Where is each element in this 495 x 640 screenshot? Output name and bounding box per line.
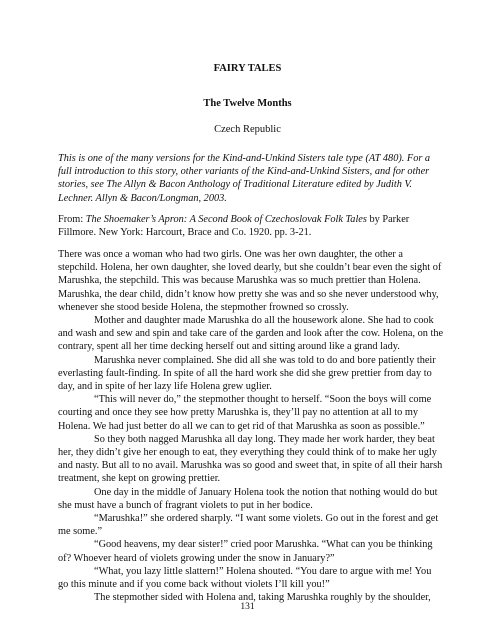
story-title: The Twelve Months	[203, 98, 292, 109]
story-paragraph: “Good heavens, my dear sister!” cried poor Marushka. “What can you be thinking of? Whoever heard of violets growing under the snow in January?”	[58, 539, 433, 564]
story-paragraph: “What, you lazy little slattern!” Holena shouted. “You dare to argue with me! You go this minute and if you come back without violets I’ll kill you!”	[58, 565, 432, 591]
story-paragraph: Mother and daughter made Marushka do all the housework alone. She had to cook and wash and sew and spin and take care of the garden and look after the cow. Holena, on the contrary, spent all her time decking herself out and sitting around like a grand lady.	[58, 315, 444, 353]
intro-paragraph	[58, 152, 444, 205]
source-details: by Parker Fillmore. New York: Harcourt, Brace and Co. 1920. pp. 3-21.	[58, 214, 410, 239]
story-paragraph: One day in the middle of January Holena took the notion that nothing would do but she must have a bunch of fragrant violets to put in her bodice.	[58, 486, 438, 511]
story-paragraph: So they both nagged Marushka all day long. They made her work harder, they beat her, they didn’t give her enough to eat, they everything they could think of to make her ugly and nasty. But all to no avail. Marushka was so good and sweet that, in spite of all their harsh treatment, she kept on growing prettier.	[58, 433, 443, 485]
story-paragraph: “Marushka!” she ordered sharply. “I want some violets. Go out in the forest and get me some.”	[58, 513, 439, 538]
story-paragraph: There was once a woman who had two girls. One was her own daughter, the other a stepchild. Holena, her own daughter, she loved dearly, but she couldn’t bear even the sight of Marushka, the stepchild. This was because Marushka was so much prettier than Holena. Marushka, the dear child, didn’t know how pretty she was and so she never understood why, whenever she stood beside Holena, the stepmother frowned so crossly.	[58, 249, 442, 313]
intro-text: This is one of the many versions for the Kind-and-Unkind Sisters tale type (AT 480). For a full introduction to this story, other variants of the Kind-and-Unkind Sisters, and for other stories, see The Allyn & Bacon Anthology of Traditional Literature edited by Judith V. Lechner. Allyn & Bacon/Longman, 2003.	[58, 153, 431, 204]
story-origin: Czech Republic	[214, 124, 281, 135]
story-body	[58, 248, 444, 604]
story-paragraph: Marushka never complained. She did all she was told to do and bore patiently their everlasting fault-finding. In spite of all the hard work she did she grew prettier from day to day, and in spite of her lazy life Holena grew uglier.	[58, 354, 436, 393]
story-paragraph: The stepmother sided with Holena and, taking Marushka roughly by the shoulder,	[94, 592, 431, 604]
source-citation	[58, 213, 444, 239]
story-paragraph: “This will never do,” the stepmother thought to herself. “Soon the boys will come courting and once they see how pretty Marushka is, they’ll pay no attention at all to my Holena. We had just better do all we can to get rid of that Marushka as soon as possible.”	[58, 394, 432, 432]
source-prefix: From:	[58, 214, 86, 225]
page-number: 131	[240, 602, 255, 612]
source-line	[58, 213, 444, 239]
section-heading: FAIRY TALES	[213, 63, 282, 74]
source-book-title: The Shoemaker’s Apron: A Second Book of Czechoslovak Folk Tales	[85, 214, 367, 225]
